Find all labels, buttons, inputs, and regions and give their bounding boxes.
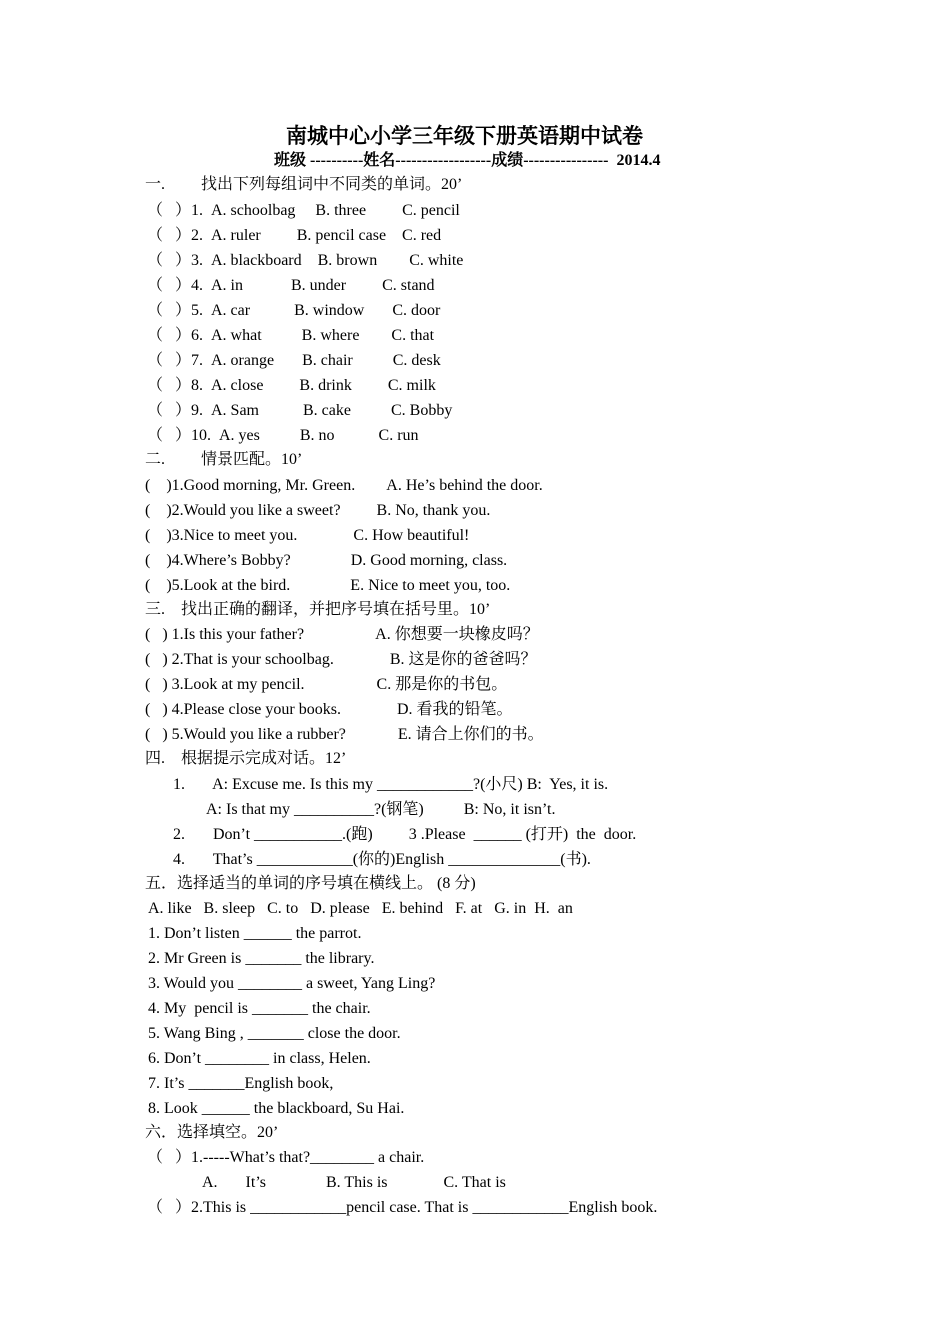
choice-row: （ ）1.-----What’s that?________ a chair. (147, 1149, 425, 1166)
fill-blank-row: 5. Wang Bing , _______ close the door. (148, 1025, 401, 1042)
exam-title: 南城中心小学三年级下册英语期中试卷 (286, 124, 643, 148)
question-row: （ ）8. A. close B. drink C. milk (147, 377, 436, 394)
section-1-heading: 一. 找出下列每组词中不同类的单词。20’ (145, 176, 463, 193)
dialogue-row: 1. A: Excuse me. Is this my ____________?(小尺) B: Yes, it is. (173, 776, 609, 793)
question-row: （ ）9. A. Sam B. cake C. Bobby (147, 402, 453, 419)
question-row: （ ）10. A. yes B. no C. run (147, 427, 419, 444)
section-6-heading: 六．选择填空。20’ (145, 1124, 279, 1141)
matching-row: ( )1.Good morning, Mr. Green. A. He’s behind the door. (145, 477, 543, 494)
matching-row: ( )5.Look at the bird. E. Nice to meet you, too. (145, 577, 511, 594)
question-row: （ ）7. A. orange B. chair C. desk (147, 352, 441, 369)
question-row: （ ）2. A. ruler B. pencil case C. red (147, 227, 442, 244)
translation-row: ( ) 5.Would you like a rubber? E. 请合上你们的书。 (145, 726, 544, 743)
fill-blank-row: 6. Don’t ________ in class, Helen. (148, 1050, 371, 1067)
matching-row: ( )3.Nice to meet you. C. How beautiful! (145, 527, 470, 544)
dialogue-row: A: Is that my __________?(钢笔) B: No, it isn’t. (206, 801, 556, 818)
dialogue-row: 4. That’s ____________(你的)English ______________(书). (173, 851, 591, 868)
section-2-heading: 二. 情景匹配。10’ (145, 451, 303, 468)
fill-blank-row: 8. Look ______ the blackboard, Su Hai. (148, 1100, 405, 1117)
fill-blank-row: 2. Mr Green is _______ the library. (148, 950, 375, 967)
question-row: （ ）4. A. in B. under C. stand (147, 277, 435, 294)
dialogue-row: 2. Don’t ___________.(跑) 3 .Please ______ (打开) the door. (173, 826, 637, 843)
section-3-heading: 三. 找出正确的翻译，并把序号填在括号里。10’ (145, 601, 491, 618)
question-row: （ ）6. A. what B. where C. that (147, 327, 435, 344)
fill-blank-row: 1. Don’t listen ______ the parrot. (148, 925, 362, 942)
section-4-heading: 四. 根据提示完成对话。12’ (145, 750, 347, 767)
translation-row: ( ) 3.Look at my pencil. C. 那是你的书包。 (145, 676, 508, 693)
question-row: （ ）3. A. blackboard B. brown C. white (147, 252, 464, 269)
question-row: （ ）1. A. schoolbag B. three C. pencil (147, 202, 460, 219)
fill-blank-row: 4. My pencil is _______ the chair. (148, 1000, 371, 1017)
choice-row: （ ）2.This is ____________pencil case. That is ____________English book. (147, 1199, 658, 1216)
translation-row: ( ) 2.That is your schoolbag. B. 这是你的爸爸吗？ (145, 651, 537, 668)
question-row: （ ）5. A. car B. window C. door (147, 302, 441, 319)
fill-blank-row: 3. Would you ________ a sweet, Yang Ling? (148, 975, 436, 992)
matching-row: ( )2.Would you like a sweet? B. No, thank you. (145, 502, 491, 519)
section-5-heading: 五．选择适当的单词的序号填在横线上。 (8 分) (145, 875, 476, 892)
choice-options-row: A. It’s B. This is C. That is (202, 1174, 506, 1191)
word-options: A. like B. sleep C. to D. please E. behind F. at G. in H. an (148, 900, 573, 917)
translation-row: ( ) 4.Please close your books. D. 看我的铅笔。 (145, 701, 513, 718)
matching-row: ( )4.Where’s Bobby? D. Good morning, class. (145, 552, 508, 569)
student-info-line: 班级 ----------姓名------------------成绩---------------- 2014.4 (274, 152, 661, 169)
fill-blank-row: 7. It’s _______English book, (148, 1075, 334, 1092)
translation-row: ( ) 1.Is this your father? A. 你想要一块橡皮吗？ (145, 626, 539, 643)
